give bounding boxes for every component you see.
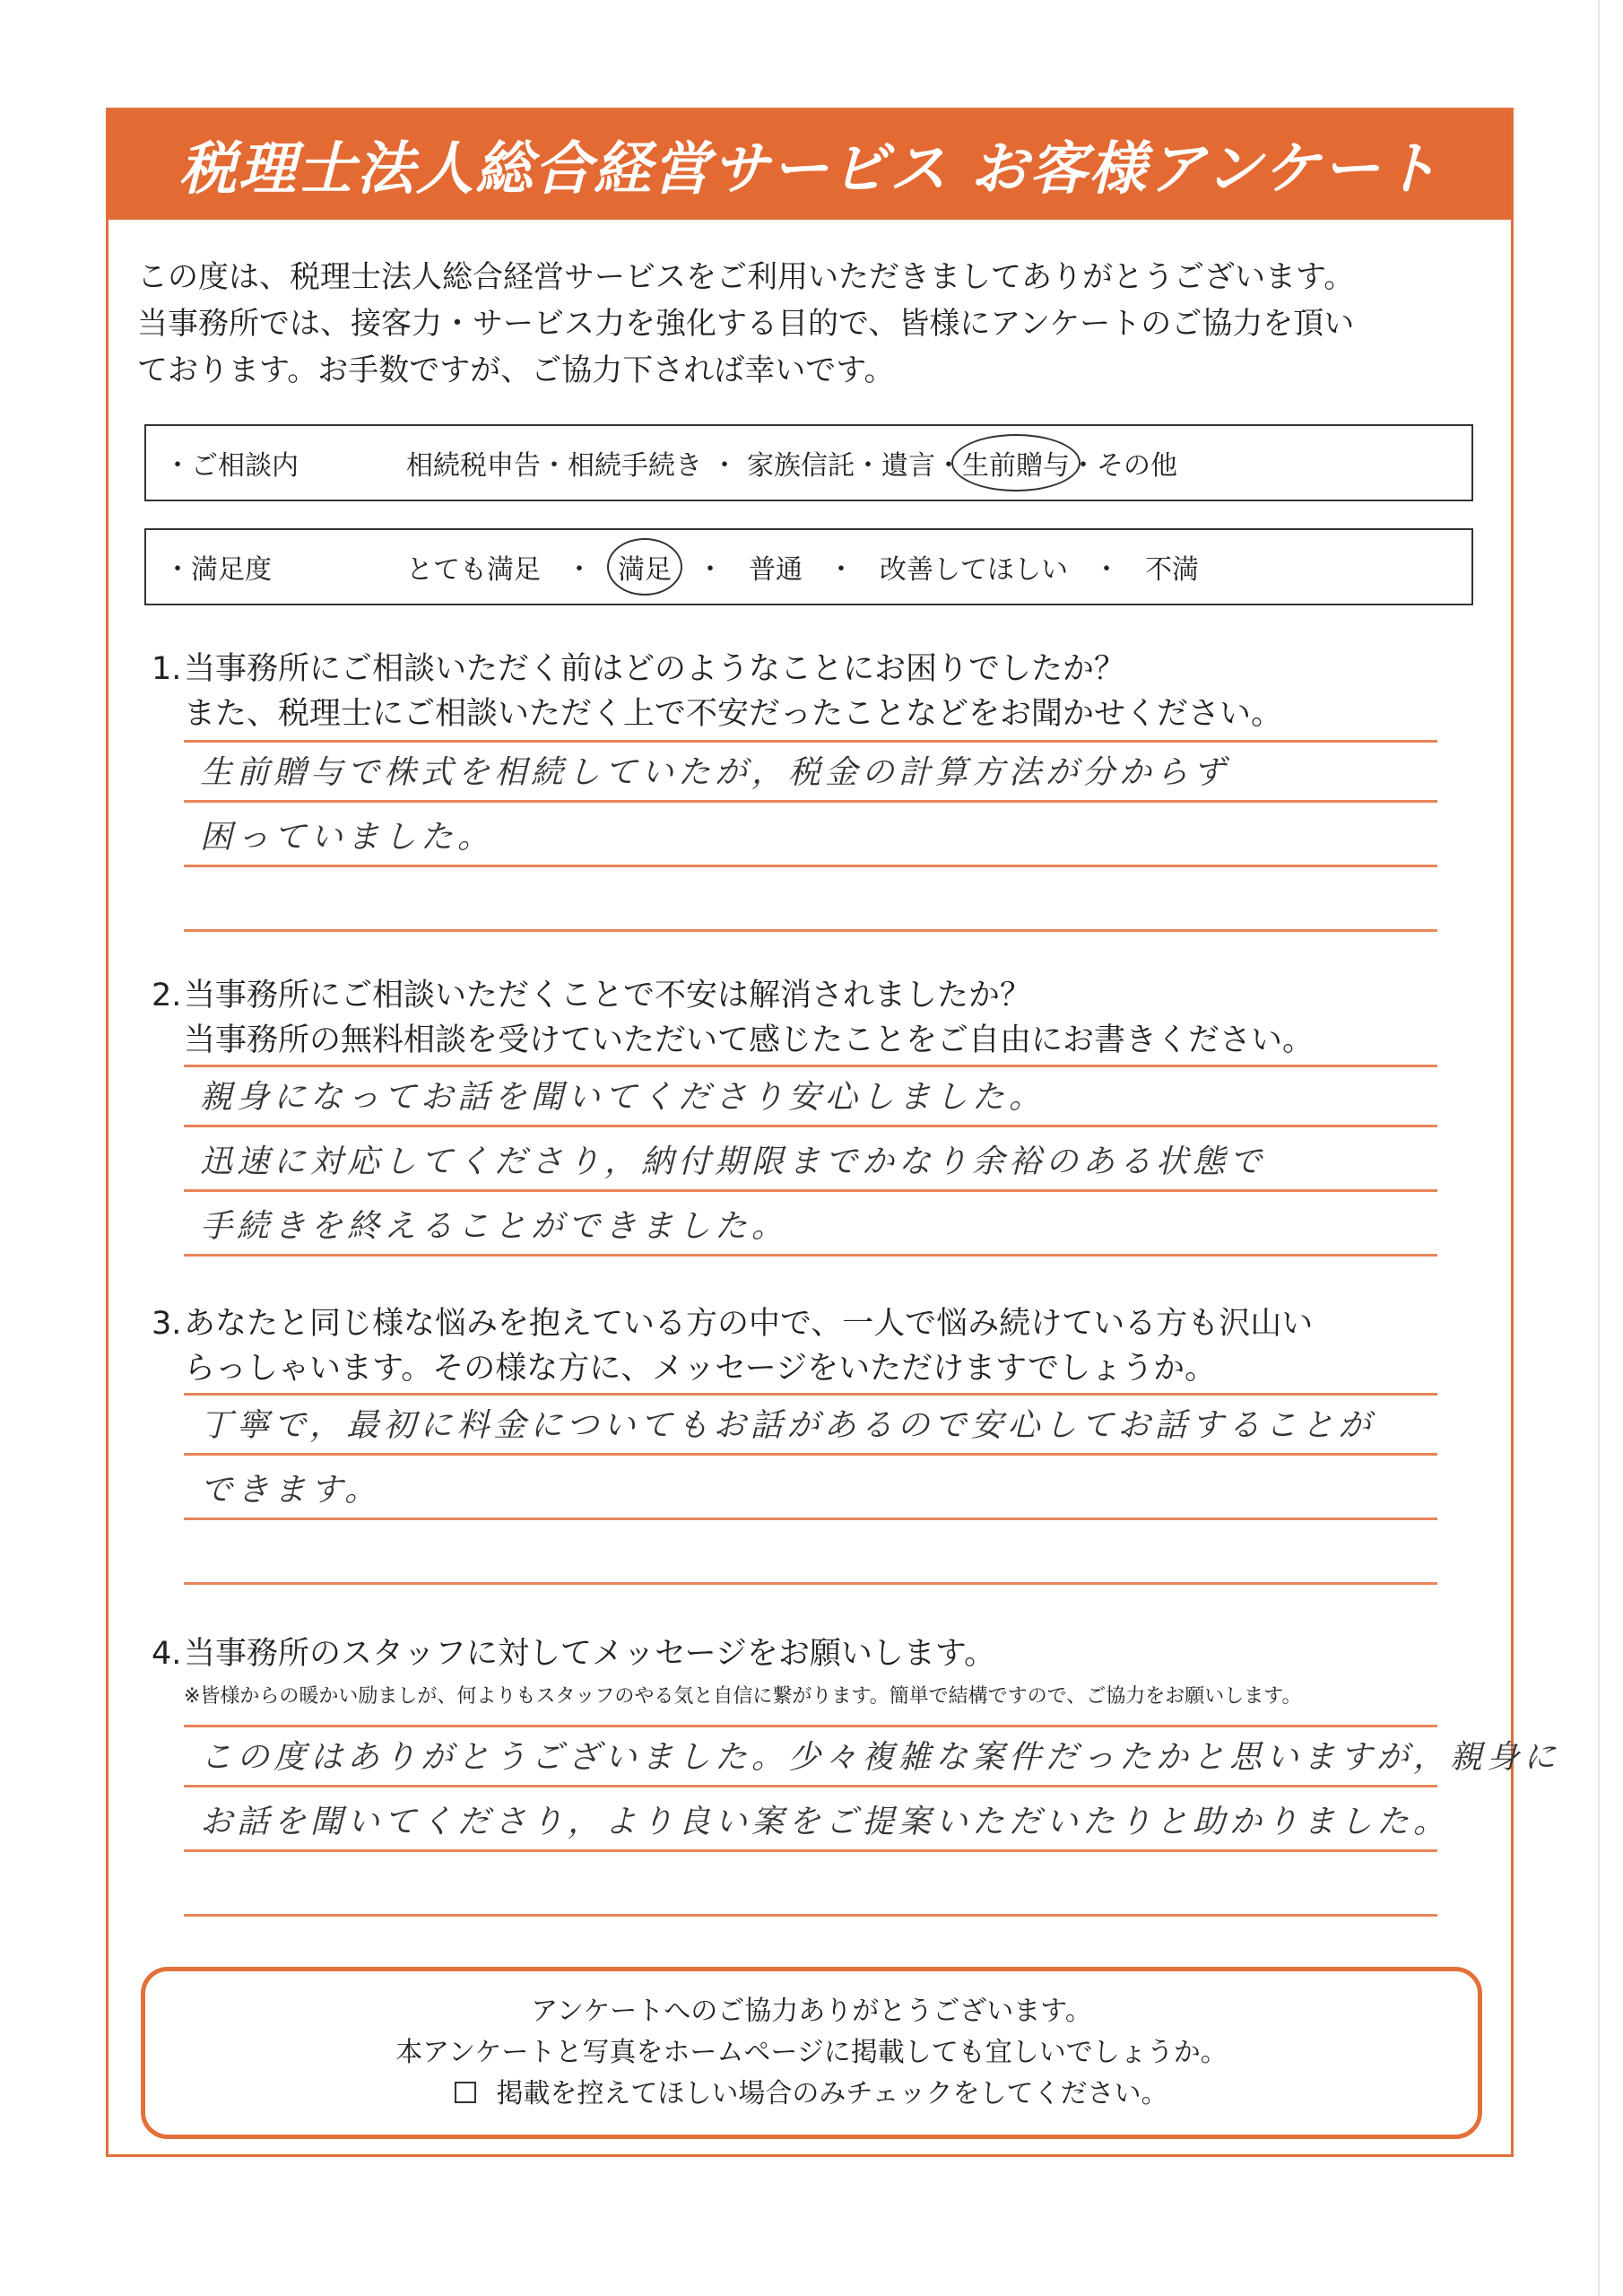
satisfaction-label: ・満足度	[164, 554, 272, 586]
answer-4[interactable]	[184, 1725, 1561, 1917]
consultation-option[interactable]: 遺言	[881, 450, 935, 482]
consent-checkbox-row[interactable]	[455, 2074, 1167, 2115]
handwritten-answer: 手続きを終えることができました。	[200, 1208, 789, 1245]
answer-line[interactable]	[184, 1852, 1437, 1917]
question-text: らっしゃいます。その様な方に、メッセージをいただけますでしょうか。	[184, 1351, 1217, 1387]
handwritten-answer: 生前贈与で株式を相続していたが，税金の計算方法が分からず	[200, 754, 1230, 791]
consultation-option[interactable]: 家族信託	[747, 450, 855, 482]
question-3	[152, 1301, 1479, 1391]
satisfaction-option[interactable]: 改善してほしい	[880, 554, 1068, 586]
handwritten-answer: お話を聞いてくださり，より良い案をご提案いただいたりと助かりました。	[200, 1804, 1451, 1840]
question-1	[152, 647, 1479, 736]
question-text: あなたと同じ様な悩みを抱えている方の中で、一人で悩み続けている方も沢山い	[184, 1306, 1314, 1342]
scan-edge	[1598, 0, 1600, 2296]
answer-line[interactable]	[184, 1393, 1437, 1456]
satisfaction-box	[144, 528, 1473, 605]
title-bar	[108, 110, 1511, 220]
consent-checkbox-label: 掲載を控えてほしい場合のみチェックをしてください。	[496, 2078, 1168, 2109]
intro-line: 当事務所では、接客力・サービス力を強化する目的で、皆様にアンケートのご協力を頂い	[137, 306, 1355, 342]
consultation-box	[144, 424, 1473, 501]
answer-line[interactable]	[184, 1127, 1437, 1192]
option-separator: ・	[541, 450, 568, 482]
question-number: 1.	[152, 651, 182, 687]
consent-checkbox[interactable]	[455, 2082, 476, 2103]
survey-title: 税理士法人総合経営サービス お客様アンケート	[178, 135, 1441, 203]
option-separator: ・	[855, 450, 881, 482]
question-text: 当事務所のスタッフに対してメッセージをお願いします。	[184, 1636, 996, 1672]
answer-line[interactable]	[184, 1787, 1451, 1852]
option-separator: ・	[711, 450, 738, 482]
satisfaction-option-selected[interactable]: 満足	[618, 547, 672, 587]
option-separator: ・	[828, 554, 855, 586]
consultation-option[interactable]: 相続税申告	[406, 450, 541, 482]
handwritten-answer: できます。	[200, 1472, 382, 1509]
survey-sheet	[106, 108, 1561, 2157]
question-2	[152, 973, 1479, 1063]
answer-line[interactable]	[184, 1192, 1437, 1257]
question-number: 2.	[152, 978, 182, 1013]
answer-line[interactable]	[184, 740, 1437, 803]
handwritten-answer: 丁寧で，最初に料金についてもお話があるので安心してお話することが	[200, 1407, 1376, 1444]
answer-line[interactable]	[184, 1456, 1437, 1520]
question-text: 当事務所にご相談いただくことで不安は解消されましたか？	[184, 978, 1032, 1013]
question-4	[152, 1631, 1479, 1712]
answer-1[interactable]	[184, 740, 1437, 932]
consultation-option[interactable]: その他	[1097, 450, 1177, 482]
intro-line: ております。お手数ですが、ご協力下されば幸いです。	[137, 352, 895, 388]
option-separator: ・	[935, 450, 962, 482]
option-separator: ・	[697, 554, 724, 586]
option-separator: ・	[1093, 554, 1120, 586]
answer-line[interactable]	[184, 1725, 1561, 1787]
intro-line: この度は、税理士法人総合経営サービスをご利用いただきましてありがとうございます。	[137, 259, 1355, 295]
consultation-option-selected[interactable]: 生前贈与	[962, 443, 1070, 483]
option-separator: ・	[1070, 450, 1097, 482]
thanks-text: アンケートへのご協力ありがとうございます。	[531, 1996, 1092, 2027]
handwritten-answer: この度はありがとうございました。少々複雑な案件だったかと思いますが，親身に	[200, 1739, 1561, 1776]
question-text: 当事務所の無料相談を受けていただいて感じたことをご自由にお書きください。	[184, 1022, 1315, 1058]
answer-line[interactable]	[184, 803, 1437, 867]
question-text: また、税理士にご相談いただく上で不安だったことなどをお聞かせください。	[184, 696, 1283, 732]
option-separator: ・	[566, 554, 593, 586]
consent-question: 本アンケートと写真をホームページに掲載しても宜しいでしょうか。	[395, 2037, 1228, 2068]
answer-line[interactable]	[184, 1065, 1437, 1127]
question-number: 3.	[152, 1306, 182, 1342]
question-note: ※皆様からの暖かい励ましが、何よりもスタッフのやる気と自信に繋がります。簡単で結構ですので、ご協力をお願いします。	[184, 1685, 1302, 1708]
answer-3[interactable]	[184, 1393, 1437, 1585]
satisfaction-option[interactable]: 不満	[1145, 554, 1199, 586]
consultation-label: ・ご相談内	[164, 450, 299, 482]
handwritten-answer: 親身になってお話を聞いてくださり安心しました。	[200, 1079, 1046, 1116]
satisfaction-option[interactable]: とても満足	[406, 554, 541, 586]
satisfaction-option[interactable]: 普通	[749, 554, 803, 586]
consultation-option[interactable]: 相続手続き	[568, 450, 702, 482]
answer-line[interactable]	[184, 867, 1437, 932]
consultation-options	[406, 443, 1177, 483]
handwritten-answer: 困っていました。	[200, 819, 495, 856]
consent-box	[141, 1967, 1482, 2139]
intro-text	[137, 254, 1491, 394]
answer-2[interactable]	[184, 1065, 1437, 1257]
satisfaction-options	[406, 547, 1199, 587]
handwritten-answer: 迅速に対応してくださり，納付期限までかなり余裕のある状態で	[200, 1144, 1267, 1180]
question-text: 当事務所にご相談いただく前はどのようなことにお困りでしたか？	[184, 651, 1126, 687]
answer-line[interactable]	[184, 1520, 1437, 1585]
question-number: 4.	[152, 1636, 182, 1672]
